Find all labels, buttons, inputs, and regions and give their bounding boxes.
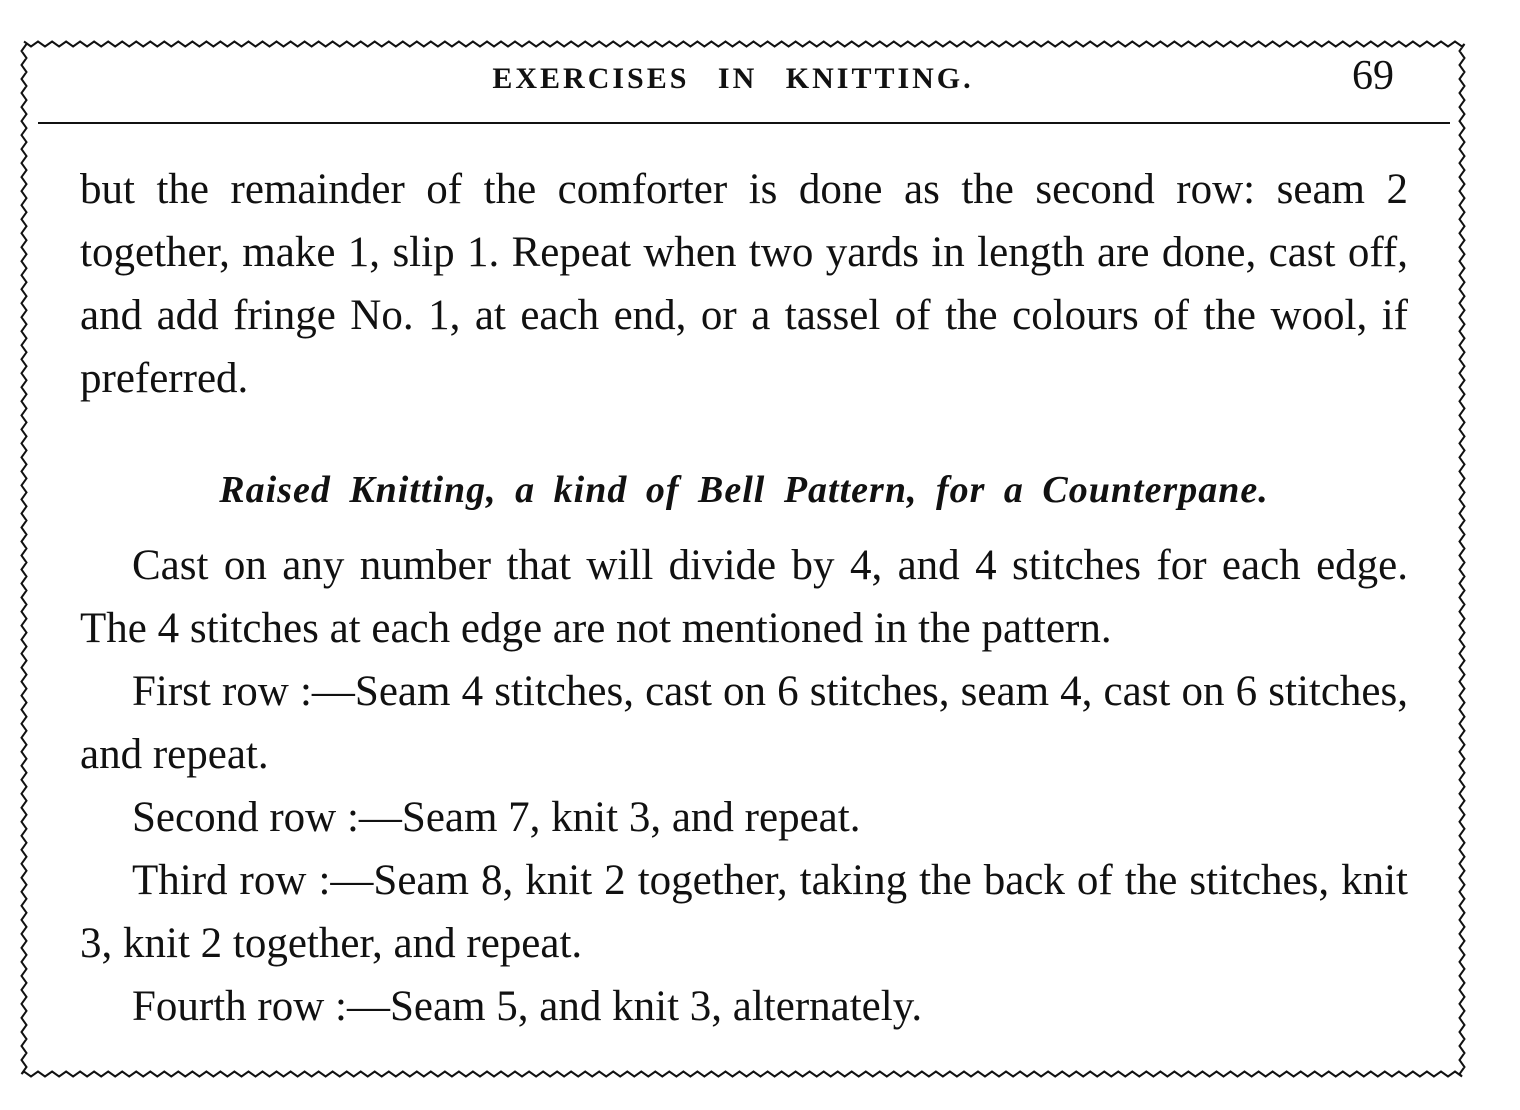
header-rule [38,122,1450,124]
section-heading: Raised Knitting, a kind of Bell Pattern, for a Counterpane. [219,469,1269,511]
third-row-instruction: Third row :—Seam 8, knit 2 together, taking the back of the stitches, knit 3, knit 2 together, and repeat. [80,857,1408,967]
first-row-instruction: First row :—Seam 4 stitches, cast on 6 stitches, seam 4, cast on 6 stitches, and repeat. [80,668,1408,778]
pattern-instructions [80,534,1408,1038]
fourth-row-instruction: Fourth row :—Seam 5, and knit 3, alternately. [132,983,923,1030]
intro-paragraph: Cast on any number that will divide by 4, and 4 stitches for each edge. The 4 stitches at each edge are not mentioned in the pattern. [80,542,1408,652]
page-number: 69 [1352,53,1394,99]
running-header: EXERCISES IN KNITTING. [492,62,974,95]
second-row-instruction: Second row :—Seam 7, knit 3, and repeat. [132,794,861,841]
paragraph-continuation: but the remainder of the comforter is done as the second row: seam 2 together, make 1, slip 1. Repeat when two yards in length are done, cast off, and add fringe No. 1, at each end, or a tassel of the colours of the wool, if preferred. [80,166,1408,402]
